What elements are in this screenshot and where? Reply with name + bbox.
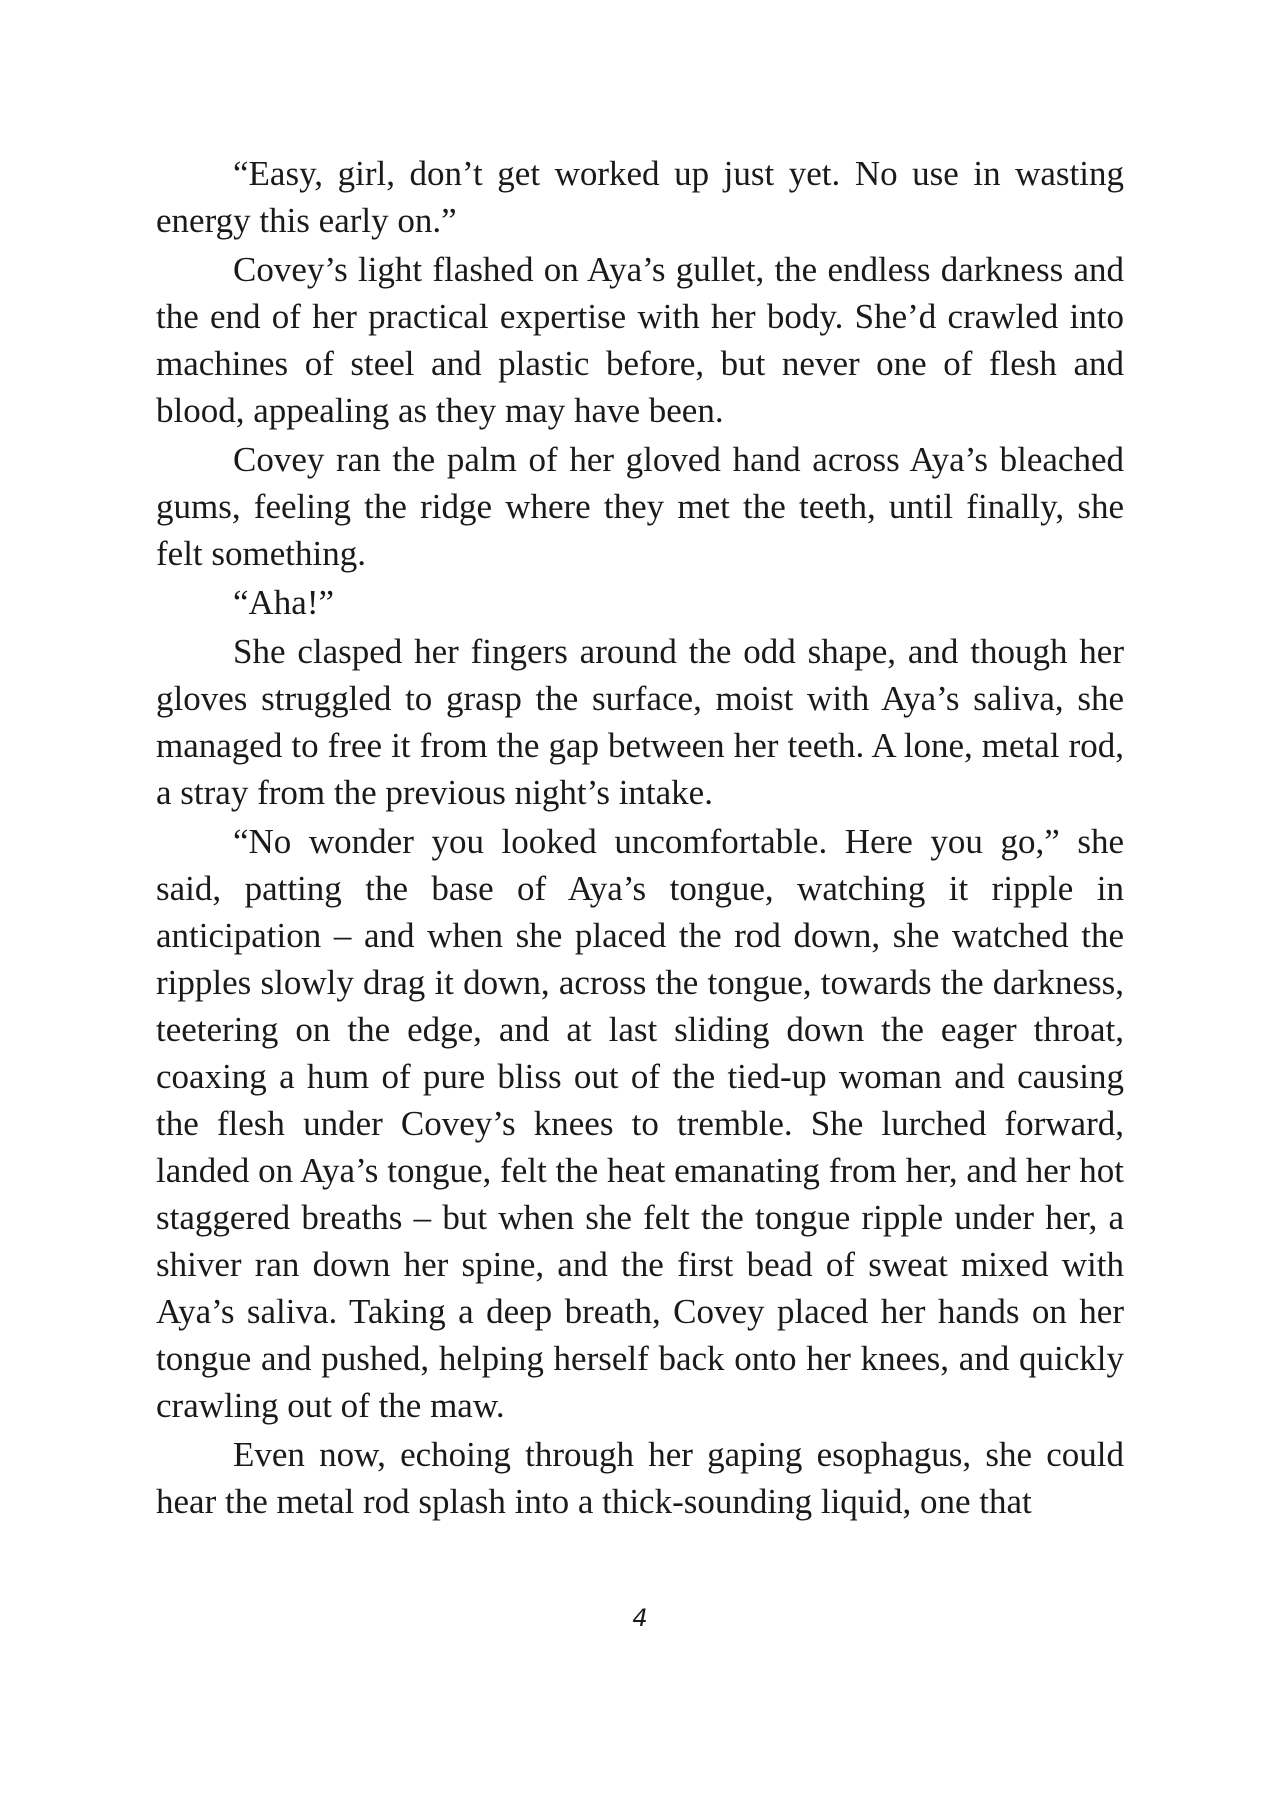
paragraph-2: Covey’s light flashed on Aya’s gullet, the endless darkness and the end of her practical expertise with her body. She’d crawled into machines of steel and plastic before, but never one of flesh and blood, appealing as they may have been. xyxy=(156,250,1124,430)
paragraph-5: She clasped her fingers around the odd shape, and though her gloves struggled to grasp the surface, moist with Aya’s saliva, she managed to free it from the gap between her teeth. A lone, metal rod, a stray from the previous night’s intake. xyxy=(156,632,1124,812)
paragraph-3: Covey ran the palm of her gloved hand across Aya’s bleached gums, feeling the ridge where they met the teeth, until finally, she felt something. xyxy=(156,440,1124,573)
body-text xyxy=(156,150,1124,1527)
page-number: 4 xyxy=(632,1604,648,1632)
paragraph-1: “Easy, girl, don’t get worked up just yet. No use in wasting energy this early on.” xyxy=(156,154,1124,240)
paragraph-7: Even now, echoing through her gaping esophagus, she could hear the metal rod splash into a thick-sounding liquid, one that xyxy=(156,1435,1124,1521)
paragraph-4: “Aha!” xyxy=(233,583,335,622)
paragraph-6: “No wonder you looked uncomfortable. Here you go,” she said, patting the base of Aya’s tongue, watching it ripple in anticipation – and when she placed the rod down, she watched the ripples slowly drag it down, across the tongue, towards the darkness, teetering on the edge, and at last sliding down the eager throat, coaxing a hum of pure bliss out of the tied-up woman and causing the flesh under Covey’s knees to tremble. She lurched forward, landed on Aya’s tongue, felt the heat emanating from her, and her hot staggered breaths – but when she felt the tongue ripple under her, a shiver ran down her spine, and the first bead of sweat mixed with Aya’s saliva. Taking a deep breath, Covey placed her hands on her tongue and pushed, helping herself back onto her knees, and quickly crawling out of the maw. xyxy=(156,822,1124,1425)
